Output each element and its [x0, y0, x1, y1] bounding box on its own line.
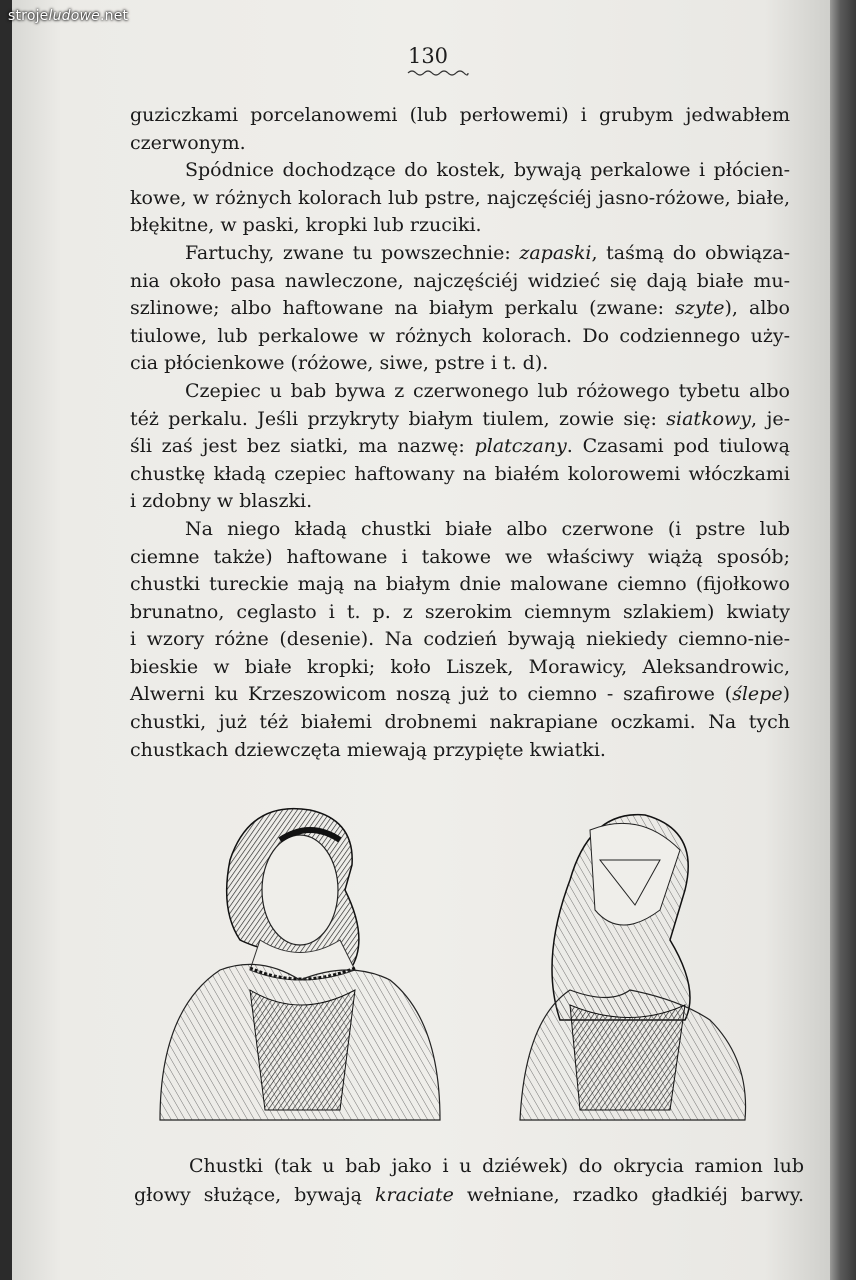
text-line: téż perkalu. Jeśli przykryty białym tiulem, zowie się: siatkowy, je- [130, 407, 790, 430]
text-line: błękitne, w paski, kropki lub rzuciki. [130, 214, 482, 237]
woman-figure-right [520, 815, 746, 1120]
caption-line: głowy służące, bywają kraciate wełniane, rzadko gładkiéj barwy. [134, 1184, 804, 1206]
caption-line: Chustki (tak u bab jako i u dziéwek) do okrycia ramion lub [189, 1155, 804, 1177]
body-text [130, 102, 790, 764]
text-line: chustkach dziewczęta miewają przypięte kwiatki. [130, 738, 606, 761]
paragraph [130, 516, 790, 764]
text-line: Alwerni ku Krzeszowicom noszą już to ciemno - szafirowe (ślepe) [130, 683, 790, 706]
text-line: tiulowe, lub perkalowe w różnych kolorach. Do codziennego uży- [130, 324, 790, 347]
text-line: guziczkami porcelanowemi (lub perłowemi) i grubym jedwabłem [130, 104, 790, 126]
text-line: Czepiec u bab bywa z czerwonego lub różowego tybetu albo [185, 379, 790, 402]
text-line: i zdobny w blaszki. [130, 490, 313, 513]
text-line: Na niego kładą chustki białe albo czerwone (i pstre lub [185, 517, 790, 540]
engraving-illustration [140, 790, 780, 1135]
text-line: Fartuchy, zwane tu powszechnie: zapaski, taśmą do obwiąza- [185, 241, 790, 264]
text-line: chustkę kładą czepiec haftowany na białém kolorowemi włóczkami [130, 462, 790, 485]
text-line: chustki tureckie mają na białym dnie malowane ciemno (fijołkowo [130, 573, 790, 596]
paragraph [130, 240, 790, 378]
text-line: chustki, już téż białemi drobnemi nakrapiane oczkami. Na tych [130, 711, 790, 734]
text-line: cia płócienkowe (różowe, siwe, pstre i t. d). [130, 352, 549, 375]
illustration-caption [134, 1152, 804, 1210]
woman-figure-left [160, 809, 440, 1120]
page-edge [830, 0, 856, 1280]
paragraph [130, 102, 790, 157]
text-line: śli zaś jest bez siatki, ma nazwę: platczany. Czasami pod tiulową [130, 435, 790, 458]
watermark: strojeludowe.net [8, 8, 129, 24]
text-line: kowe, w różnych kolorach lub pstre, najczęściéj jasno-różowe, białe, [130, 186, 790, 209]
text-line: Spódnice dochodzące do kostek, bywają perkalowe i płócien- [185, 159, 790, 182]
wavy-ornament-icon [406, 68, 470, 78]
text-line: i wzory różne (desenie). Na codzień bywają niekiedy ciemno-nie- [130, 628, 790, 651]
text-line: brunatno, ceglasto i t. p. z szerokim ciemnym szlakiem) kwiaty [130, 600, 790, 623]
page-number: 130 [407, 44, 449, 68]
text-line: nia około pasa nawleczone, najczęściéj widzieć się dają białe mu- [130, 269, 790, 292]
text-line: bieskie w białe kropki; koło Liszek, Morawicy, Aleksandrowic, [130, 655, 790, 678]
text-line: czerwonym. [130, 131, 246, 154]
paragraph [130, 378, 790, 516]
text-line: szlinowe; albo haftowane na białym perkalu (zwane: szyte), albo [130, 297, 790, 320]
paragraph [130, 157, 790, 240]
text-line: ciemne także) haftowane i takowe we właściwy wiążą sposób; [130, 545, 790, 568]
